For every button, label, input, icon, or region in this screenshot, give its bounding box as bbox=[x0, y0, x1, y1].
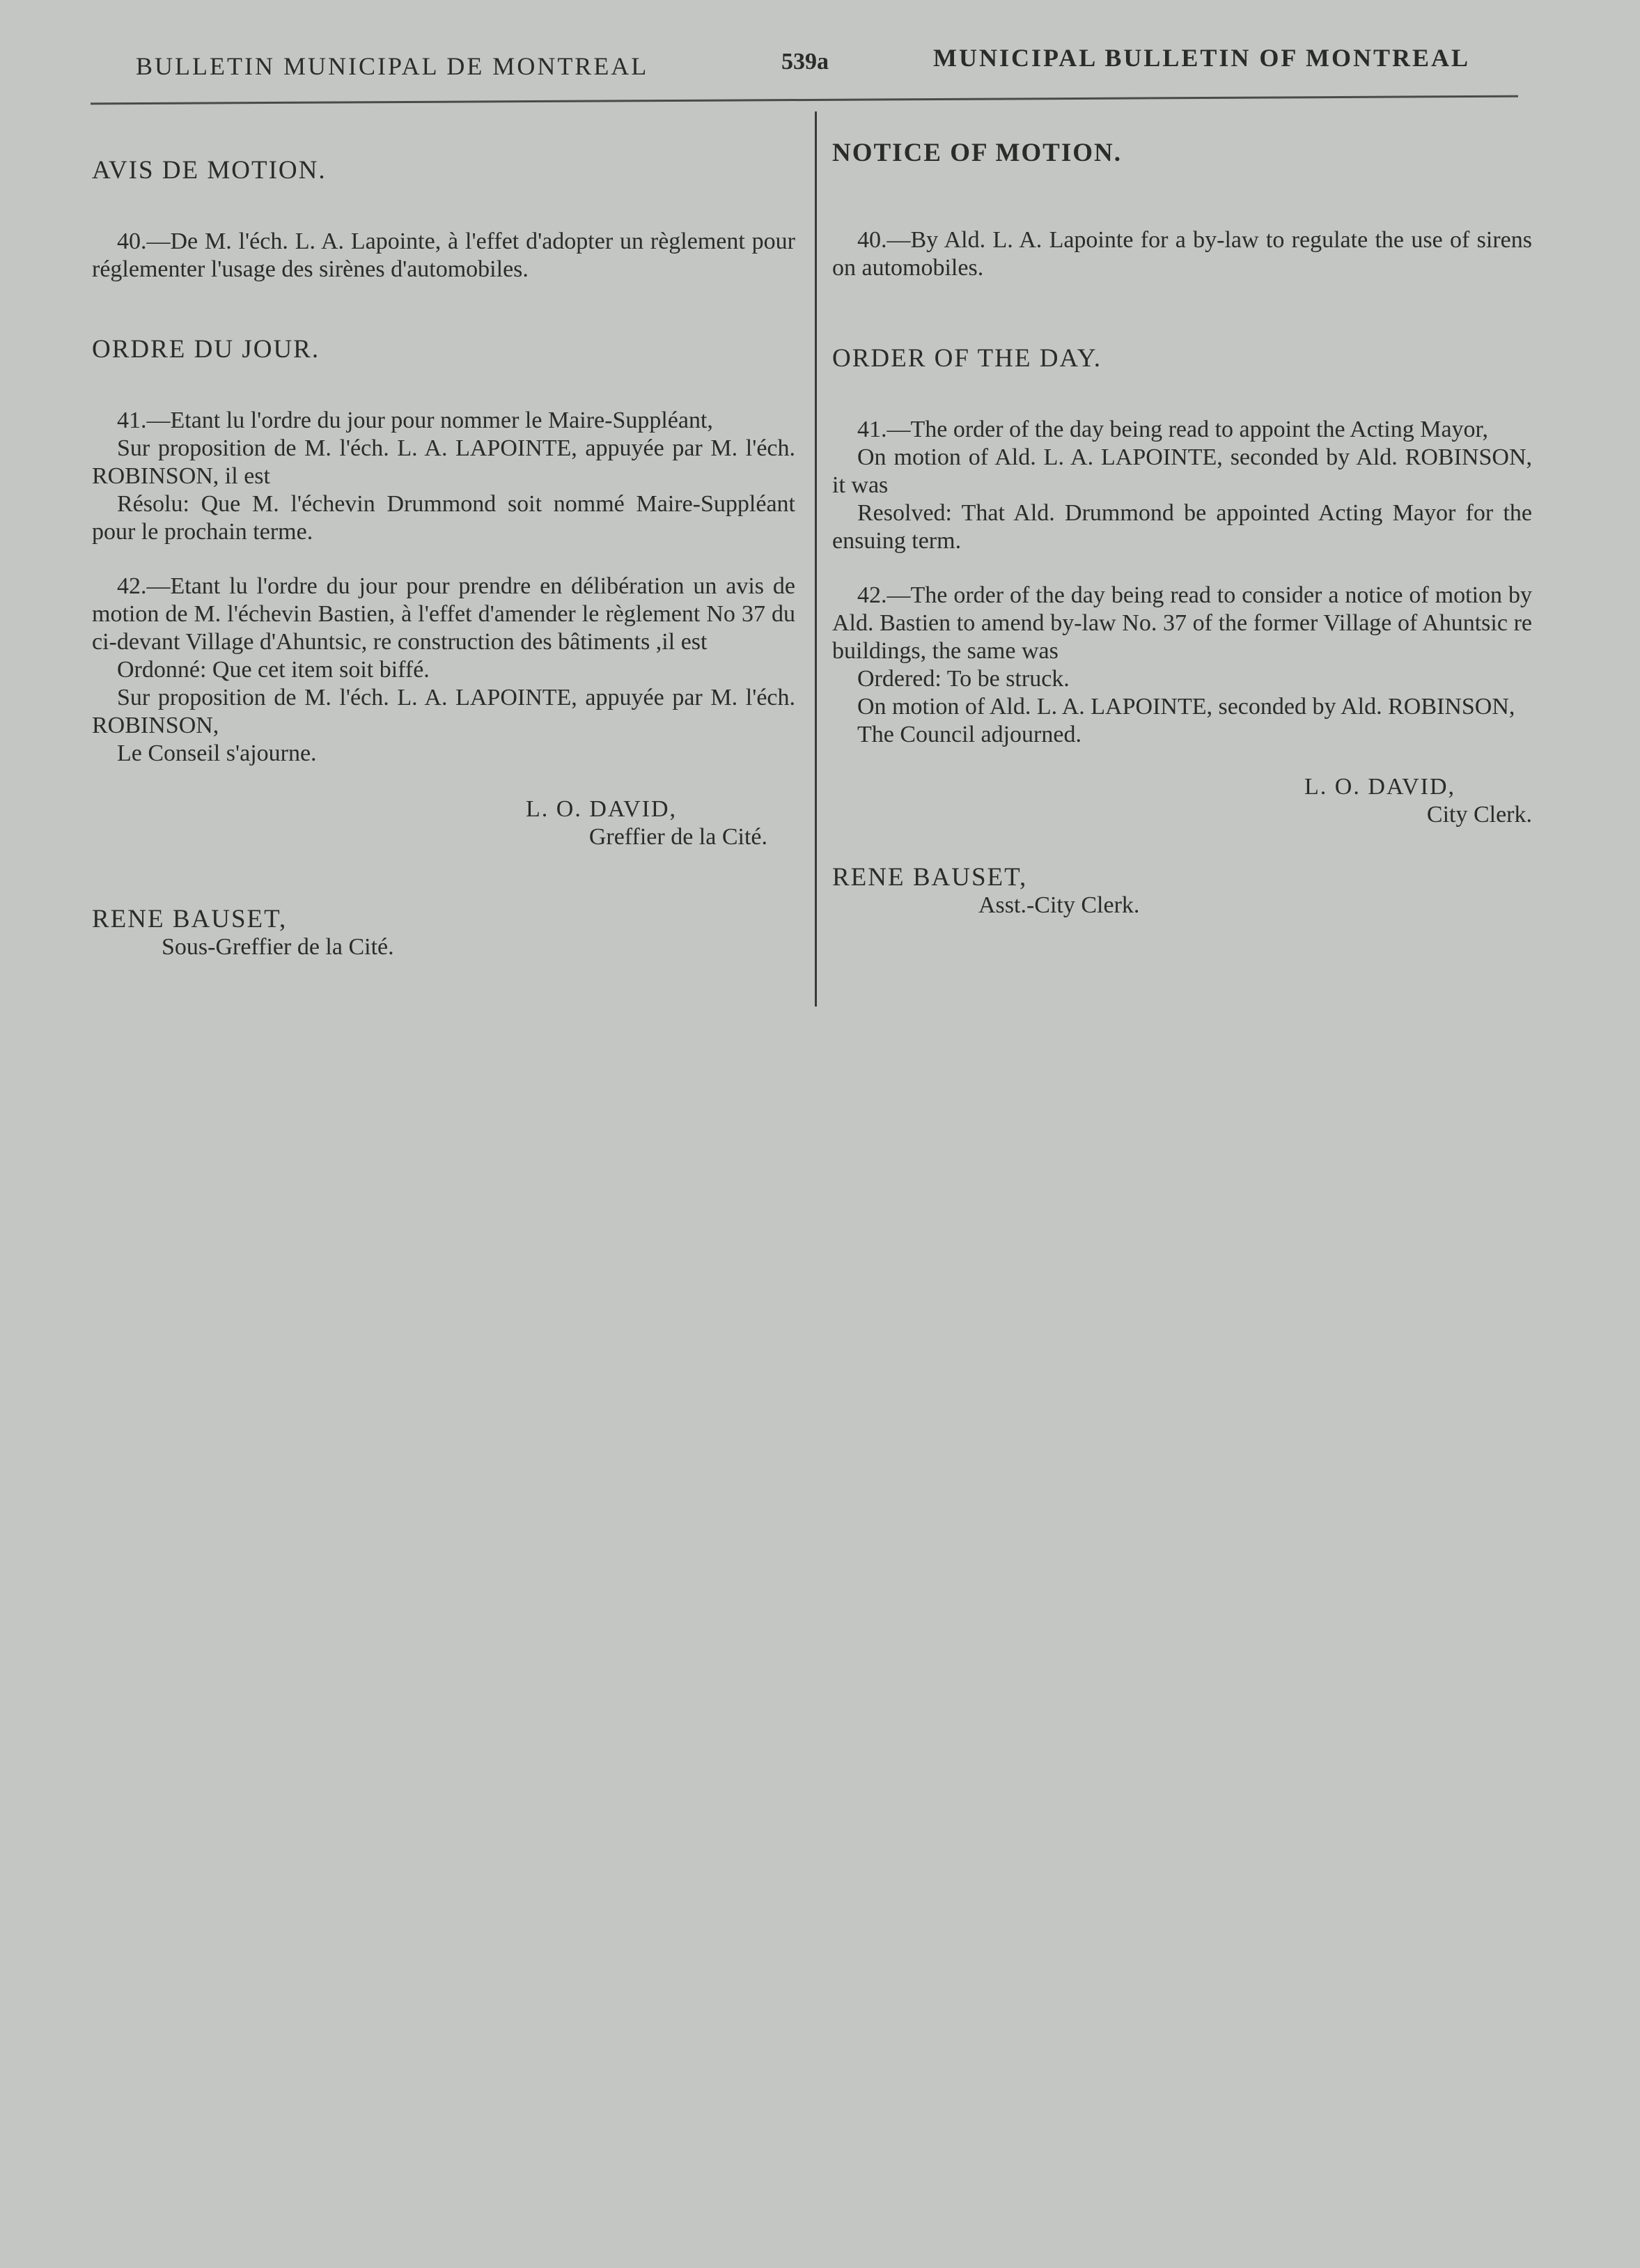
french-signature-name: L. O. DAVID, bbox=[526, 796, 677, 822]
english-item-41-resolved: Resolved: That Ald. Drummond be appointed Acting Mayor for the ensuing term. bbox=[832, 500, 1532, 554]
english-deputy-title: Asst.-City Clerk. bbox=[978, 892, 1140, 918]
english-item-41-motion: On motion of Ald. L. A. LAPOINTE, seconded by Ald. ROBINSON, it was bbox=[832, 444, 1532, 498]
french-item-41-resolved: Résolu: Que M. l'échevin Drummond soit nommé Maire-Suppléant pour le prochain terme. bbox=[92, 491, 795, 545]
running-head bbox=[0, 43, 1640, 92]
french-column bbox=[92, 157, 795, 961]
column-divider bbox=[815, 111, 817, 1007]
french-item-42-motion: Sur proposition de M. l'éch. L. A. LAPOINTE, appuyée par M. l'éch. ROBINSON, bbox=[92, 685, 795, 738]
french-item-41-intro: 41.—Etant lu l'ordre du jour pour nommer le Maire-Suppléant, bbox=[117, 407, 713, 433]
header-rule bbox=[91, 95, 1518, 105]
french-deputy-title: Sous-Greffier de la Cité. bbox=[162, 934, 394, 960]
english-item-42-intro: 42.—The order of the day being read to consider a notice of motion by Ald. Bastien to amend by-law No. 37 of the former Village of Ahuntsic re buildings, the same was bbox=[832, 582, 1532, 664]
english-item-42-ordered: Ordered: To be struck. bbox=[857, 666, 1070, 692]
french-signature-title: Greffier de la Cité. bbox=[588, 824, 767, 850]
french-deputy-name: RENE BAUSET, bbox=[92, 905, 288, 933]
page-number: 539a bbox=[781, 49, 829, 75]
english-item-40: 40.—By Ald. L. A. Lapointe for a by-law to regulate the use of sirens on automobiles. bbox=[832, 227, 1532, 281]
english-notice-heading: NOTICE OF MOTION. bbox=[832, 139, 1123, 167]
running-head-right: MUNICIPAL BULLETIN OF MONTREAL bbox=[933, 44, 1471, 72]
french-item-40: 40.—De M. l'éch. L. A. Lapointe, à l'effet d'adopter un règlement pour réglementer l'usage des sirènes d'automobiles. bbox=[92, 228, 795, 282]
french-item-42-intro: 42.—Etant lu l'ordre du jour pour prendre en délibération un avis de motion de M. l'échevin Bastien, à l'effet d'amender le règlement No 37 du ci-devant Village d'Ahuntsic, re construction des bâtiments ,il est bbox=[92, 573, 795, 655]
french-notice-heading: AVIS DE MOTION. bbox=[92, 156, 327, 185]
french-item-42-ordered: Ordonné: Que cet item soit biffé. bbox=[117, 657, 430, 683]
french-adjourned: Le Conseil s'ajourne. bbox=[117, 740, 317, 766]
english-signature-title: City Clerk. bbox=[1426, 802, 1532, 828]
french-order-heading: ORDRE DU JOUR. bbox=[92, 335, 320, 364]
english-adjourned: The Council adjourned. bbox=[857, 722, 1081, 747]
english-item-41-intro: 41.—The order of the day being read to appoint the Acting Mayor, bbox=[857, 417, 1488, 442]
english-column bbox=[832, 139, 1532, 919]
french-item-41-motion: Sur proposition de M. l'éch. L. A. LAPOINTE, appuyée par M. l'éch. ROBINSON, il est bbox=[92, 435, 795, 489]
english-signature-name: L. O. DAVID, bbox=[1304, 774, 1455, 800]
english-order-heading: ORDER OF THE DAY. bbox=[832, 344, 1102, 373]
running-head-left: BULLETIN MUNICIPAL DE MONTREAL bbox=[136, 52, 649, 80]
english-item-42-motion: On motion of Ald. L. A. LAPOINTE, seconded by Ald. ROBINSON, bbox=[857, 694, 1515, 720]
english-deputy-name: RENE BAUSET, bbox=[832, 863, 1028, 892]
